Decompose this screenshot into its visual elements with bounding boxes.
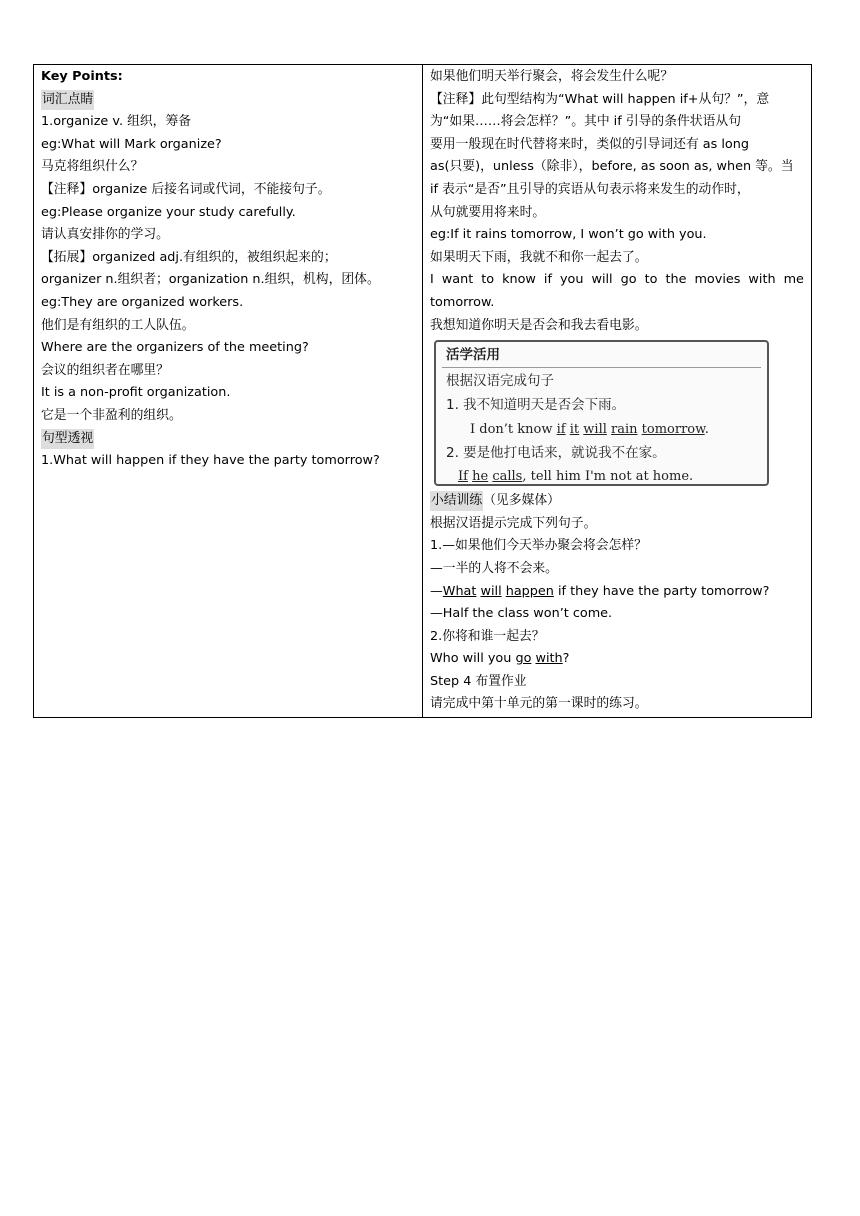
text-line: Where are the organizers of the meeting?	[41, 340, 309, 356]
text-line: It is a non-profit organization.	[41, 385, 231, 401]
word: the	[665, 272, 687, 288]
right-column	[423, 65, 812, 717]
text-line: eg:Please organize your study carefully.	[41, 204, 296, 220]
question-1-en-answer: —Half the class won’t come.	[430, 606, 613, 622]
text-line: eg:They are organized workers.	[41, 294, 244, 310]
answer-blank: it	[569, 422, 580, 438]
answer-blank: will	[480, 583, 502, 599]
practice-answer-1	[470, 419, 709, 442]
answer-prefix: I don’t know	[470, 422, 553, 438]
word: want	[441, 272, 474, 288]
text-line: 请认真安排你的学习。	[41, 227, 169, 243]
text-line: eg:If it rains tomorrow, I won’t go with you.	[430, 227, 707, 243]
word: go	[620, 272, 637, 288]
homework-line: 请完成中第十单元的第一课时的练习。	[430, 696, 648, 712]
pattern-heading: 句型透视	[41, 429, 94, 449]
answer-suffix: .	[704, 422, 709, 438]
answer-blank: with	[535, 651, 563, 667]
vocab-lines	[41, 111, 416, 427]
practice-answer-2	[458, 466, 693, 489]
lesson-table	[33, 64, 812, 718]
pattern-sentence: 1.What will happen if they have the party tomorrow?	[41, 453, 380, 469]
vocab-heading: 词汇点睛	[41, 90, 94, 110]
text-line: organizer n.组织者；organization n.组织，机构，团体。	[41, 272, 380, 288]
answer-blank: will	[583, 422, 607, 438]
text-line: 1.organize v. 组织，筹备	[41, 114, 192, 130]
word: know	[502, 272, 536, 288]
question-1-en	[430, 581, 804, 604]
instruction-line: 根据汉语提示完成下列句子。	[430, 515, 597, 531]
answer-blank: If	[458, 469, 468, 485]
question-prefix: Who will you	[430, 651, 512, 667]
answer-blank: he	[472, 469, 489, 485]
text-line: 【注释】此句型结构为“What will happen if+从句？”，意	[430, 91, 770, 107]
text-line: as(只要)，unless（除非），before, as soon as, when 等。当	[430, 159, 794, 175]
word: movies	[694, 272, 741, 288]
text-line: 【注释】organize 后接名词或代词，不能接句子。	[41, 181, 331, 197]
dash: —	[430, 583, 443, 599]
text-line: 如果明天下雨，我就不和你一起去了。	[430, 249, 648, 265]
text-line: 要用一般现在时代替将来时，类似的引导词还有 as long	[430, 136, 749, 152]
answer-blank: go	[515, 651, 532, 667]
question-2-cn: 2.你将和谁一起去？	[430, 628, 545, 644]
answer-blank: if	[556, 422, 566, 438]
practice-question-2: 2. 要是他打电话来，就说我不在家。	[446, 445, 666, 462]
practice-box	[434, 340, 769, 486]
text-line: 他们是有组织的工人队伍。	[41, 317, 195, 333]
left-column	[34, 65, 422, 717]
step-4-heading: Step 4 布置作业	[430, 673, 527, 689]
text-line: 为“如果……将会怎样？”。其中 if 引导的条件状语从句	[430, 114, 741, 130]
word: to	[481, 272, 495, 288]
summary-note: （见多媒体）	[483, 493, 560, 509]
answer-blank: calls	[492, 469, 523, 485]
practice-divider	[442, 367, 761, 368]
text-line: 我想知道你明天是否会和我去看电影。	[430, 317, 648, 333]
question-suffix: ?	[562, 651, 570, 667]
word: with	[748, 272, 776, 288]
text-line: 会议的组织者在哪里？	[41, 362, 169, 378]
justified-sentence	[430, 269, 804, 292]
question-1-cn-answer: —一半的人将不会来。	[430, 560, 558, 576]
answer-blank: What	[442, 583, 477, 599]
text-line: 它是一个非盈利的组织。	[41, 407, 182, 423]
summary-heading: 小结训练	[430, 491, 483, 511]
question-rest: if they have the party tomorrow?	[557, 583, 770, 599]
answer-blank: happen	[505, 583, 554, 599]
practice-question-1: 1. 我不知道明天是否会下雨。	[446, 397, 626, 414]
practice-instruction: 根据汉语完成句子	[446, 373, 554, 390]
answer-blank: rain	[611, 422, 638, 438]
key-points-label: Key Points:	[41, 69, 123, 84]
text-line: 【拓展】organized adj.有组织的，被组织起来的；	[41, 249, 337, 265]
text-line: 从句就要用将来时。	[430, 204, 546, 220]
word: will	[591, 272, 613, 288]
word: to	[644, 272, 658, 288]
question-2-en	[430, 648, 804, 671]
word: me	[783, 272, 804, 288]
answer-suffix: , tell him I'm not at home.	[522, 469, 694, 485]
word: you	[559, 272, 584, 288]
text-line: tomorrow.	[430, 294, 495, 310]
word: if	[543, 272, 552, 288]
answer-blank: tomorrow	[641, 422, 705, 438]
text-line: if 表示“是否”且引导的宾语从句表示将来发生的动作时，	[430, 181, 750, 197]
text-line: eg:What will Mark organize?	[41, 136, 222, 152]
practice-title: 活学活用	[446, 347, 500, 364]
question-1-cn: 1.—如果他们今天举办聚会将会怎样？	[430, 538, 647, 554]
text-line: 如果他们明天举行聚会，将会发生什么呢？	[430, 69, 674, 84]
text-line: 马克将组织什么？	[41, 159, 144, 175]
word: I	[430, 272, 434, 288]
